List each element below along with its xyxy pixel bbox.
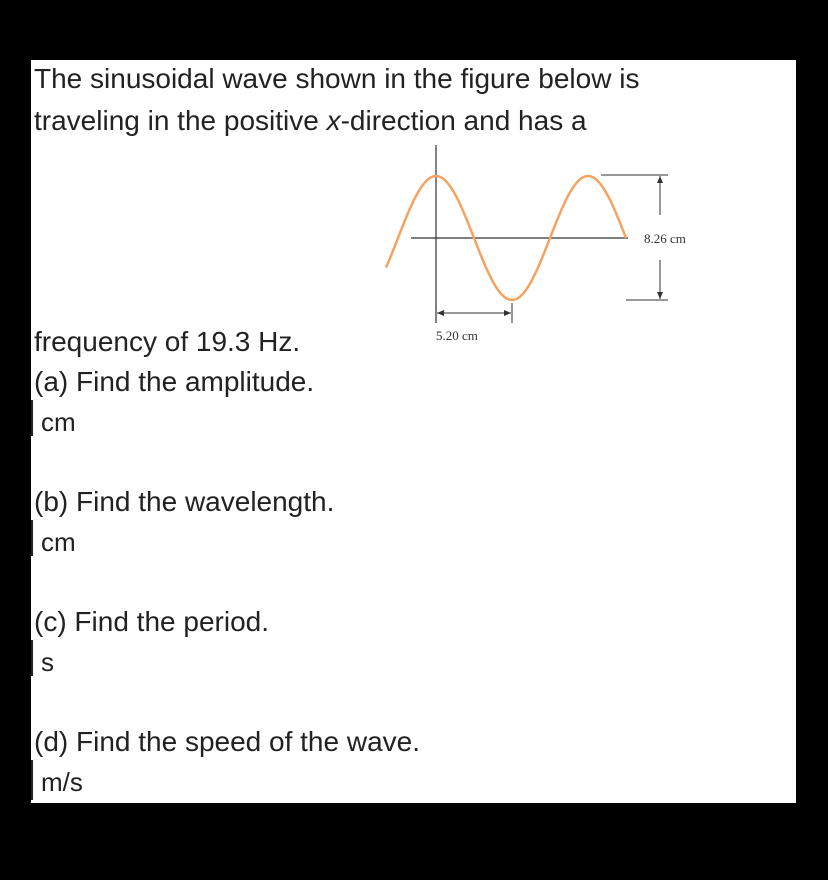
part-d-unit: m/s (41, 767, 83, 797)
part-d-answer-field[interactable] (31, 760, 33, 800)
question-panel (31, 60, 796, 803)
variable-x: x (326, 105, 341, 136)
part-b-answer-field[interactable] (31, 520, 33, 556)
wavelength-label: 5.20 cm (436, 328, 478, 343)
wave-figure (356, 145, 716, 345)
part-a-answer-field[interactable] (31, 400, 33, 436)
part-a-unit: cm (41, 407, 76, 437)
amplitude-arrowhead-bottom (657, 292, 663, 299)
part-c-prompt: (c) Find the period. (34, 606, 269, 637)
question-line-2-start: traveling in the positive (34, 105, 327, 136)
part-c-answer-field[interactable] (31, 640, 33, 676)
part-b-prompt: (b) Find the wavelength. (34, 486, 335, 517)
part-b-unit: cm (41, 527, 76, 557)
amplitude-arrowhead-top (657, 176, 663, 183)
part-c-unit: s (41, 647, 54, 677)
question-line-3: frequency of 19.3 Hz. (34, 326, 301, 357)
wavelength-arrowhead-right (504, 310, 511, 316)
question-line-2 (34, 104, 587, 138)
question-line-1: The sinusoidal wave shown in the figure below is (34, 63, 640, 94)
amplitude-label: 8.26 cm (644, 231, 686, 246)
part-d-prompt: (d) Find the speed of the wave. (34, 726, 420, 757)
part-a-prompt: (a) Find the amplitude. (34, 366, 315, 397)
wavelength-arrowhead-left (437, 310, 444, 316)
question-line-2-end: -direction and has a (340, 105, 587, 136)
